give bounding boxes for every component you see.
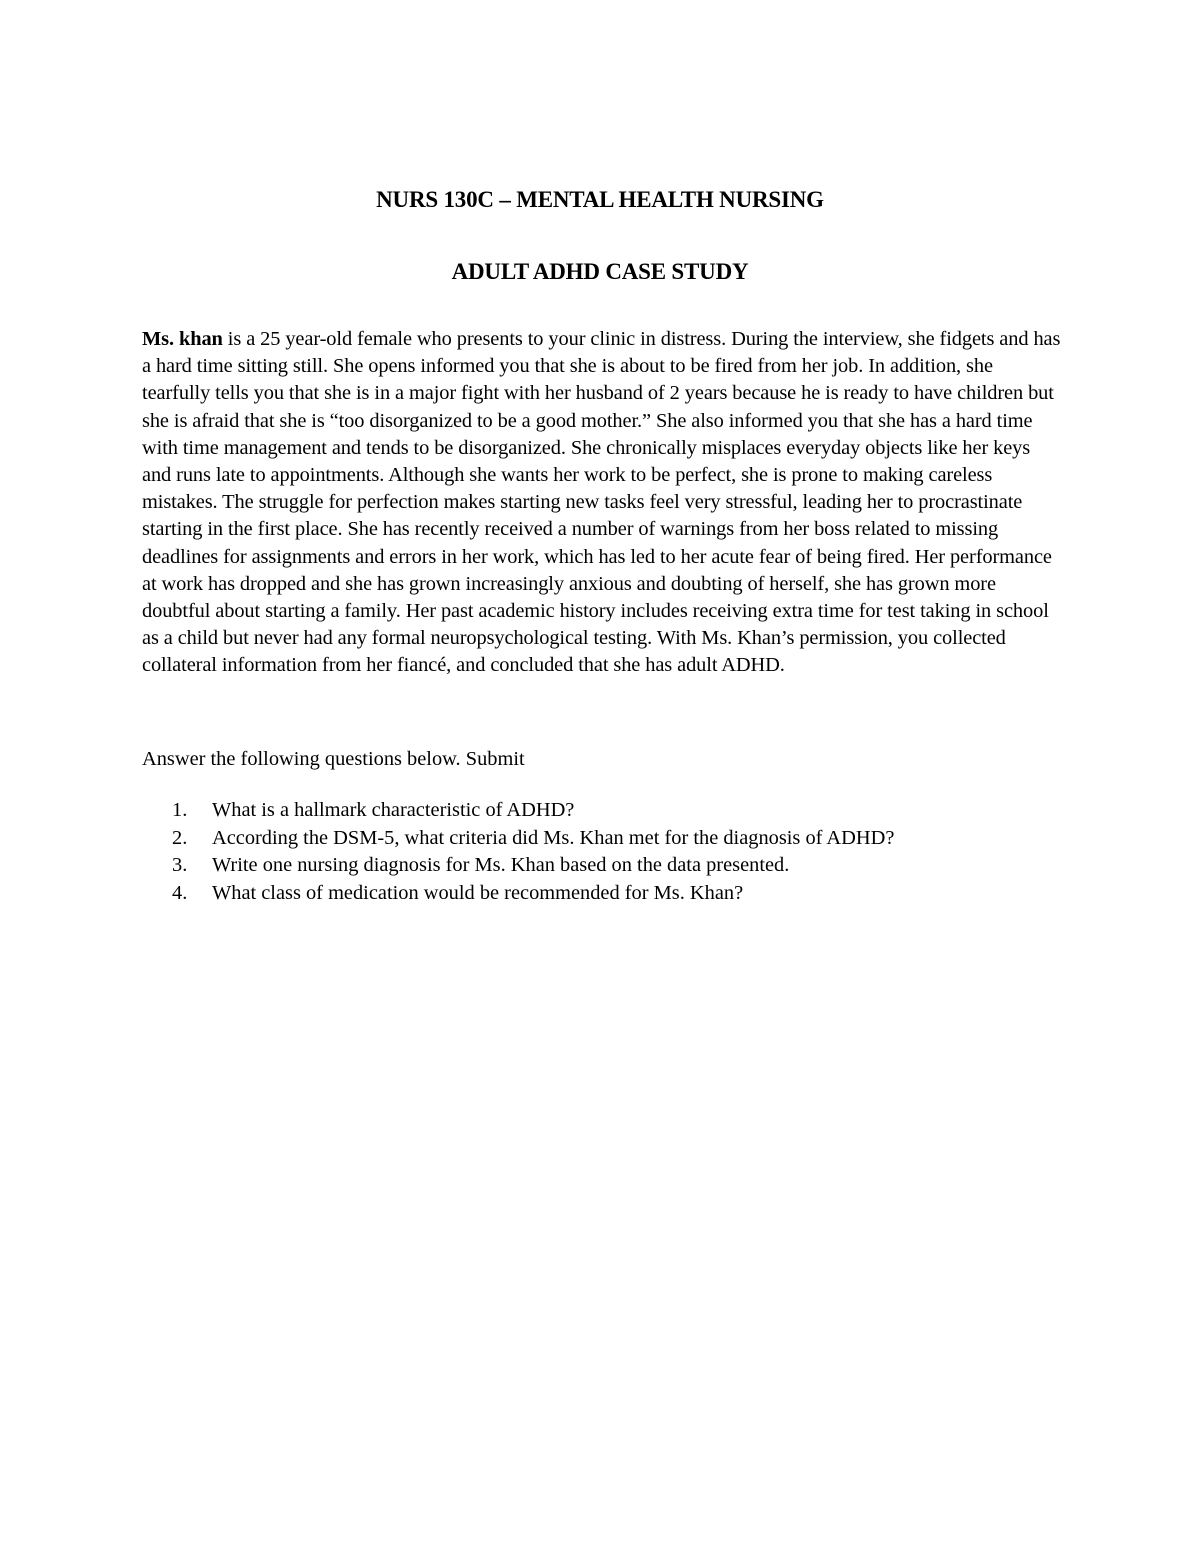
question-text: Write one nursing diagnosis for Ms. Khan based on the data presented. [212,854,790,876]
question-item [142,825,1072,853]
course-title: NURS 130C – MENTAL HEALTH NURSING [376,187,824,212]
instruction-text: Answer the following questions below. Submit [142,748,525,770]
question-number: 3. [172,854,188,876]
question-item [142,797,1072,825]
patient-name: Ms. khan [142,328,223,350]
question-item [142,852,1072,880]
question-text: According the DSM-5, what criteria did Ms. Khan met for the diagnosis of ADHD? [212,826,895,849]
question-text: What class of medication would be recommended for Ms. Khan? [212,881,744,904]
questions-list [142,797,1072,907]
question-number: 1. [172,799,188,821]
question-text: What is a hallmark characteristic of ADHD? [212,799,575,821]
question-item [142,880,1072,908]
question-number: 2. [172,826,188,849]
question-number: 4. [172,881,188,904]
case-text: is a 25 year-old female who presents to your clinic in distress. During the interview, she fidgets and has a hard time sitting still. She opens informed you that she is about to be fired from her job. In addition, she tearfully tells you that she is in a major fight with her husband of 2 years because he is ready to have children but she is afraid that she is “too disorganized to be a good mother.” She also informed you that she has a hard time with time management and tends to be disorganized. She chronically misplaces everyday objects like her keys and runs late to appointments. Although she wants her work to be perfect, she is prone to making careless mistakes. The struggle for perfection makes starting new tasks feel very stressful, leading her to procrastinate starting in the first place. She has recently received a number of warnings from her boss related to missing deadlines for assignments and errors in her work, which has led to her acute fear of being fired. Her performance at work has dropped and she has grown increasingly anxious and doubting of herself, she has grown more doubtful about starting a family. Her past academic history includes receiving extra time for test taking in school as a child but never had any formal neuropsychological testing. With Ms. Khan’s permission, you collected collateral information from her fiancé, and concluded that she has adult ADHD. [142,328,1061,677]
case-study-title: ADULT ADHD CASE STUDY [451,259,749,284]
case-description [142,326,1062,680]
